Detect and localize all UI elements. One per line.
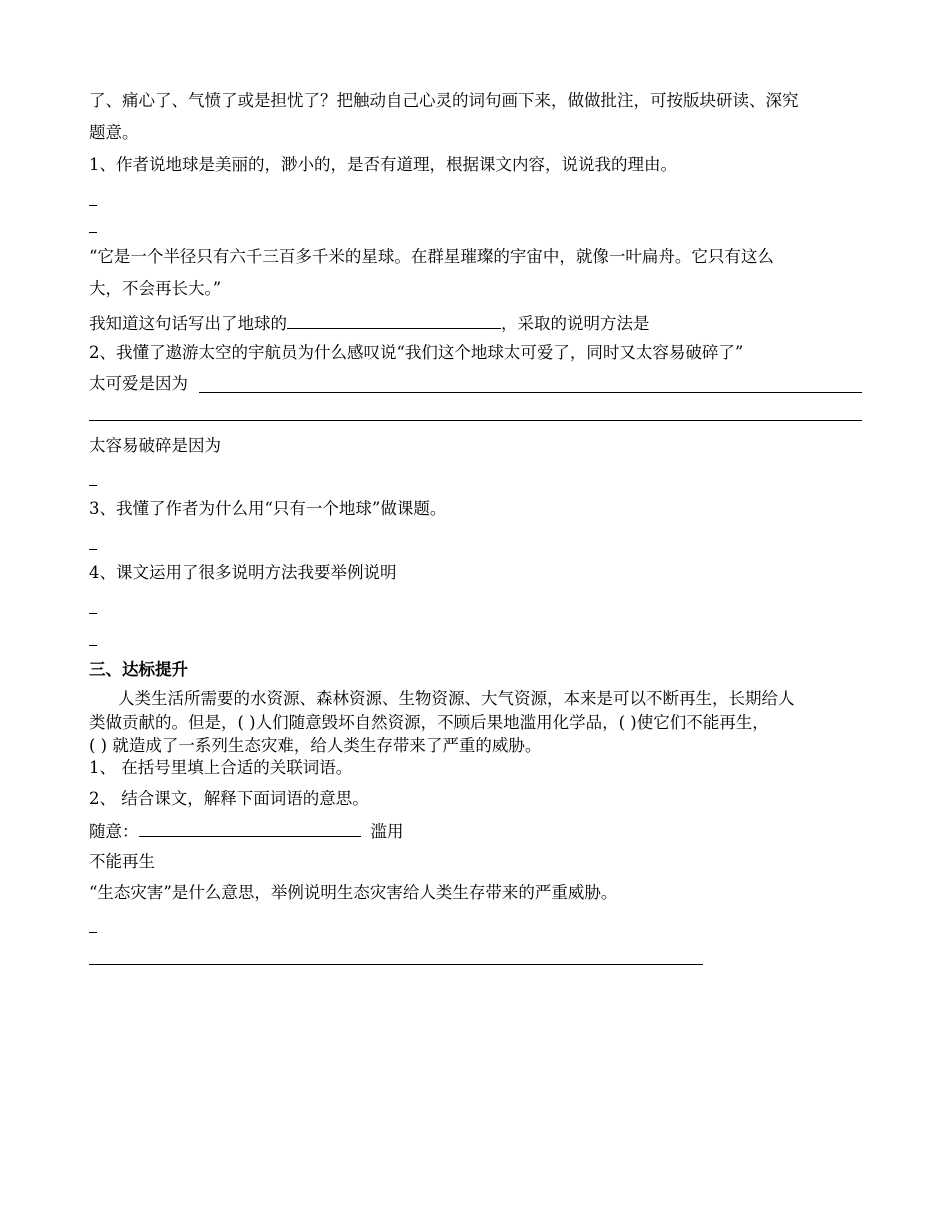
quote-line-1: “它是一个半径只有六千三百多千米的星球。在群星璀璨的宇宙中，就像一叶扁舟。它只有这么 — [89, 247, 774, 266]
answer-blank[interactable] — [89, 645, 97, 646]
passage-line-2: 类做贡献的。但是，( )人们随意毁坏自然资源，不顾后果地滥用化学品，( )使它们不能再生， — [89, 713, 769, 732]
intro-line-2: 题意。 — [89, 123, 139, 142]
quote-line-2: 大，不会再长大。” — [89, 279, 222, 298]
final-answer-line[interactable] — [89, 964, 703, 965]
answer-blank[interactable] — [89, 232, 97, 233]
lovely-answer-line-2[interactable] — [89, 420, 862, 421]
fill-blank[interactable] — [287, 312, 501, 329]
word-label-lanyong: 滥用 — [370, 822, 404, 841]
passage-line-3: ( ) 就造成了一系列生态灾难，给人类生存带来了严重的威胁。 — [89, 736, 542, 755]
section-3-heading: 三、达标提升 — [89, 660, 188, 679]
fill-prefix: 我知道这句话写出了地球的 — [89, 314, 287, 333]
passage-line-1: 人类生活所需要的水资源、森林资源、生物资源、大气资源，本来是可以不断再生，长期给人 — [118, 689, 795, 708]
answer-blank[interactable] — [89, 205, 97, 206]
word-label-buneng-zaisheng: 不能再生 — [89, 852, 155, 871]
definition-blank[interactable] — [139, 820, 361, 837]
section-3-item-3: “生态灾害”是什么意思，举例说明生态灾害给人类生存带来的严重威胁。 — [89, 883, 618, 902]
word-label-suiyi: 随意： — [89, 822, 139, 841]
fill-suffix: ，采取的说明方法是 — [501, 314, 650, 333]
section-3-item-1: 1、 在括号里填上合适的关联词语。 — [89, 758, 353, 777]
answer-blank[interactable] — [89, 549, 97, 550]
lovely-reason-label: 太可爱是因为 — [89, 374, 188, 393]
answer-blank[interactable] — [89, 485, 97, 486]
fill-in-sentence — [89, 312, 650, 334]
section-3-item-2: 2、 结合课文，解释下面词语的意思。 — [89, 789, 369, 808]
fragile-reason-label: 太容易破碎是因为 — [89, 436, 221, 455]
word-definition-row — [89, 820, 404, 842]
lovely-answer-line[interactable] — [199, 392, 862, 393]
question-4-prompt: 4、课文运用了很多说明方法我要举例说明 — [89, 563, 397, 582]
question-1-prompt: 1、作者说地球是美丽的，渺小的，是否有道理，根据课文内容，说说我的理由。 — [89, 155, 677, 174]
question-2-prompt: 2、我懂了遨游太空的宇航员为什么感叹说“我们这个地球太可爱了，同时又太容易破碎了” — [89, 343, 744, 362]
answer-blank[interactable] — [89, 613, 97, 614]
question-3-prompt: 3、我懂了作者为什么用“只有一个地球”做课题。 — [89, 499, 447, 518]
answer-blank[interactable] — [89, 932, 97, 933]
intro-line-1: 了、痛心了、气愤了或是担忧了？把触动自己心灵的词句画下来，做做批注，可按版块研读、深究 — [89, 91, 799, 110]
